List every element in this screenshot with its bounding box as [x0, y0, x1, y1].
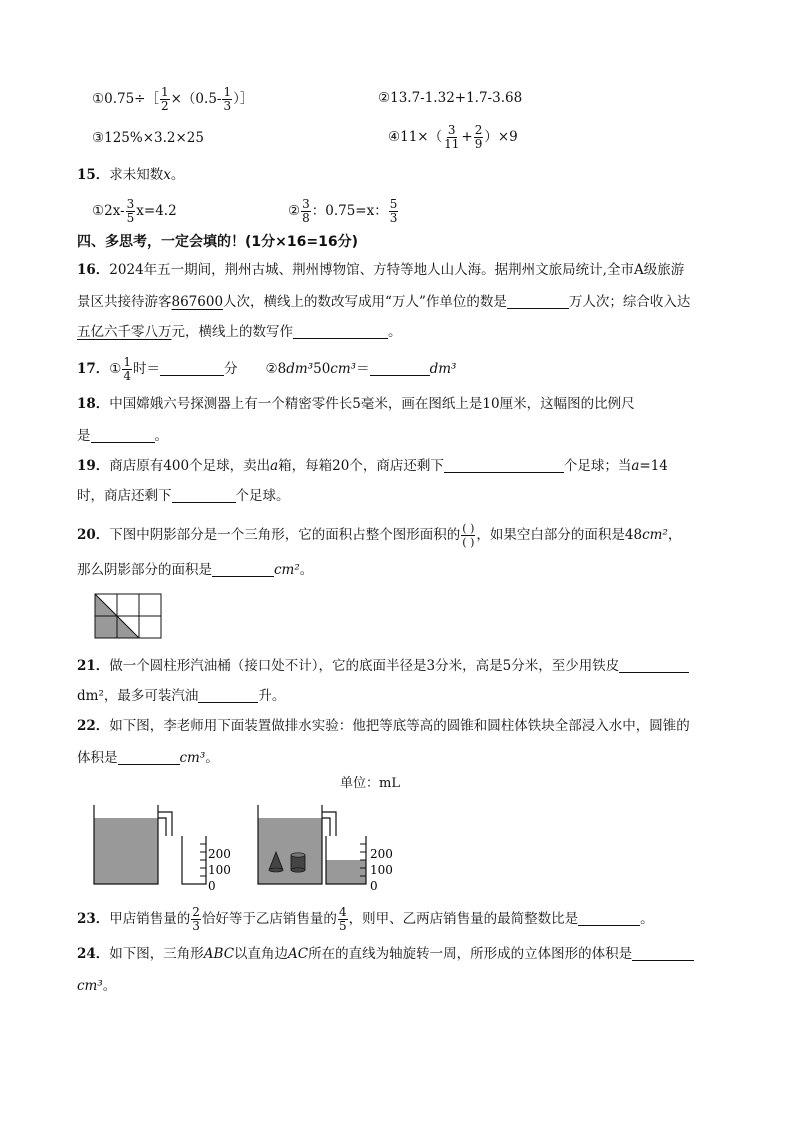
q17-line: 17．① $\frac{1}{4}$ 时＝ 分 ②8dm³50cm³＝ dm³: [77, 355, 457, 383]
answer-blank[interactable]: [632, 945, 694, 961]
right-tank: [258, 805, 336, 884]
answer-blank[interactable]: [370, 360, 430, 376]
q23-line: 23．甲店销售量的 $\frac{2}{3}$ 恰好等于乙店销售量的 $\frac{4}{5}$ ，则甲、乙两店销售量的最简整数比是 。: [77, 905, 654, 933]
q19-line-2: 时，商店还剩下 个足球。: [77, 488, 290, 504]
q19-line-1: 19．商店原有400个足球，卖出a箱，每箱20个，商店还剩下 个足球；当a=14: [77, 458, 668, 474]
q20-line-1: 20．下图中阴影部分是一个三角形，它的面积占整个图形面积的 $\frac{( )}{( )}$ ，如果空白部分的面积是48cm²，: [77, 522, 682, 549]
q18-line-1: 18．中国嫦娥六号探测器上有一个精密零件长5毫米，画在图纸上是10厘米，这幅图的比例尺: [77, 396, 635, 412]
answer-blank[interactable]: [160, 360, 224, 376]
q18-line-2: 是 。: [77, 428, 168, 444]
q16-line-3: 五亿六千零八万元，横线上的数写作 。: [77, 324, 402, 340]
fraction: $\frac{1}{3}$: [223, 85, 232, 113]
answer-blank[interactable]: [444, 457, 564, 473]
answer-blank[interactable]: [578, 910, 640, 926]
q20-figure: [94, 593, 162, 639]
fraction: $\frac{3}{5}$: [126, 197, 135, 225]
fraction: $\frac{5}{3}$: [389, 197, 398, 225]
answer-blank[interactable]: [507, 293, 569, 309]
scale-label: 100: [208, 863, 231, 877]
q21-line-1: 21．做一个圆柱形汽油桶（接口处不计），它的底面半径是3分米，高是5分米，至少用铁皮: [77, 656, 746, 676]
q16-line-1: 16．2024年五一期间，荆州古城、荆州博物馆、方特等地人山人海。据荆州文旅局统计,全市A级旅游: [77, 262, 685, 278]
fraction: $\frac{4}{5}$: [338, 905, 347, 933]
q22-figure: [90, 800, 410, 896]
answer-blank[interactable]: [293, 323, 388, 339]
q21-line-2: dm²，最多可装汽油 升。: [77, 688, 286, 704]
answer-blank[interactable]: [619, 657, 689, 673]
scale-label: 0: [370, 879, 378, 893]
q22-line-2: 体积是 cm³。: [77, 750, 219, 766]
q20-line-2: 那么阴影部分的面积是 cm²。: [77, 562, 314, 578]
q14-item-3: ③125%×3.2×25: [92, 130, 204, 146]
q16-line-2: 景区共接待游客867600人次，横线上的数改写成用“万人”作单位的数是 万人次；综合收入达: [77, 294, 691, 310]
scale-label: 200: [208, 847, 231, 861]
cylinder-shape: [291, 853, 305, 872]
answer-blank[interactable]: [172, 487, 236, 503]
scale-label: 200: [370, 847, 393, 861]
fraction: $\frac{1}{2}$: [160, 85, 169, 113]
q14-item-4: ④11×（ $\frac{3}{11}$ + $\frac{2}{9}$ ）×9: [388, 123, 518, 151]
left-beaker: [182, 836, 231, 893]
section-4-title: 四、多思考，一定会填的！(1分×16=16分): [77, 234, 358, 250]
q14-item-1: ①0.75÷［ $\frac{1}{2}$ ×（0.5- $\frac{1}{3}$ ）］: [92, 85, 254, 113]
right-beaker: [326, 836, 393, 893]
fraction: $\frac{2}{9}$: [474, 123, 483, 151]
q15-question: 15．求未知数x。: [77, 167, 185, 183]
q14-item-2: ②13.7-1.32+1.7-3.68: [378, 90, 523, 106]
q24-line-1: 24．如下图，三角形ABC以直角边AC所在的直线为轴旋转一周，所形成的立体图形的体积是: [77, 944, 746, 964]
q22-unit-label: 单位：mL: [340, 776, 400, 791]
q24-line-2: cm³。: [77, 978, 117, 994]
fraction: $\frac{3}{8}$: [302, 197, 310, 225]
answer-blank[interactable]: [212, 561, 274, 577]
answer-blank[interactable]: [118, 749, 180, 765]
scale-label: 0: [208, 879, 216, 893]
fraction: $\frac{1}{4}$: [123, 355, 132, 383]
fraction: $\frac{2}{3}$: [192, 905, 200, 933]
q15-eq-1: ①2x- $\frac{3}{5}$ x=4.2: [92, 197, 177, 225]
answer-blank[interactable]: [91, 427, 155, 443]
scale-label: 100: [370, 863, 393, 877]
q15-eq-2: ② $\frac{3}{8}$ ：0.75=x： $\frac{5}{3}$: [288, 197, 398, 225]
answer-blank[interactable]: [198, 687, 258, 703]
left-tank: [94, 805, 172, 884]
fraction: $\frac{3}{11}$: [444, 123, 460, 151]
fraction-blank[interactable]: $\frac{( )}{( )}$: [462, 522, 475, 549]
q22-line-1: 22．如下图，李老师用下面装置做排水实验：他把等底等高的圆锥和圆柱体铁块全部浸入水中，圆锥的: [77, 718, 690, 734]
